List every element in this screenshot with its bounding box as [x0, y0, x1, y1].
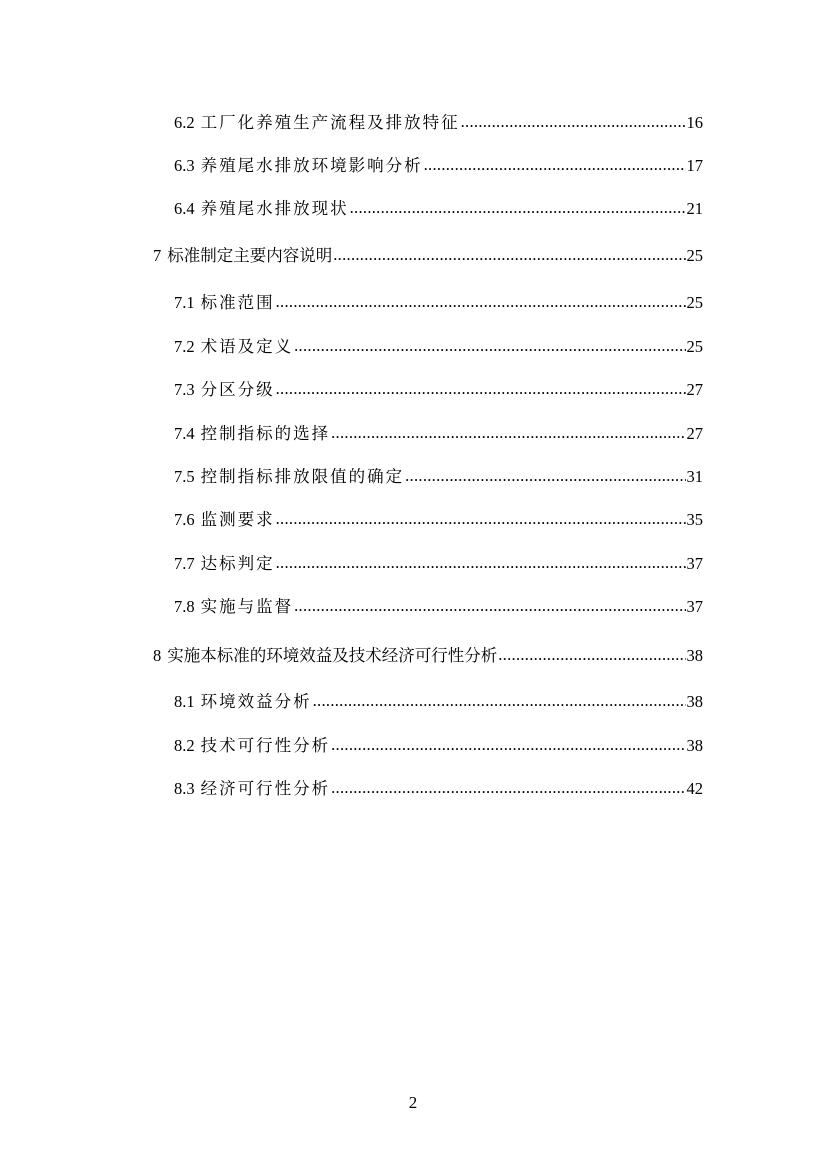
toc-entry-title: 技术可行性分析 [200, 736, 331, 755]
toc-entry-page: 17 [686, 156, 703, 175]
toc-entry-page: 37 [686, 554, 703, 573]
toc-entry-number: 7.7 [174, 554, 195, 573]
dot-leader [331, 422, 685, 444]
toc-entry-number: 7.5 [174, 467, 195, 486]
toc-entry-7-6[interactable] [174, 509, 703, 531]
toc-entry-8-3[interactable] [174, 778, 703, 800]
toc-entry-7-8[interactable] [174, 596, 703, 618]
toc-entry-page: 37 [686, 597, 703, 616]
toc-entry-page: 35 [686, 510, 703, 529]
toc-entry-page: 38 [686, 692, 703, 711]
toc-entry-number: 8.2 [174, 736, 195, 755]
dot-leader [294, 335, 685, 357]
dot-leader [294, 595, 685, 617]
toc-entry-7[interactable] [153, 245, 703, 267]
toc-entry-number: 7 [153, 246, 162, 265]
toc-entry-8-1[interactable] [174, 691, 703, 713]
toc-entry-page: 27 [686, 424, 703, 443]
toc-entry-8-2[interactable] [174, 735, 703, 757]
dot-leader [405, 465, 685, 487]
toc-entry-7-1[interactable] [174, 292, 703, 314]
toc-entry-number: 6.2 [174, 113, 195, 132]
toc-entry-number: 7.6 [174, 510, 195, 529]
toc-entry-number: 6.3 [174, 156, 195, 175]
toc-entry-title: 养殖尾水排放现状 [200, 199, 349, 218]
dot-leader [313, 690, 686, 712]
toc-entry-page: 16 [686, 113, 703, 132]
toc-entry-7-4[interactable] [174, 423, 703, 445]
toc-entry-title: 达标判定 [200, 554, 275, 573]
dot-leader [424, 154, 686, 176]
toc-entry-title: 实施与监督 [200, 597, 294, 616]
toc-entry-number: 7.4 [174, 424, 195, 443]
toc-entry-title: 环境效益分析 [200, 692, 312, 711]
toc-entry-7-2[interactable] [174, 336, 703, 358]
toc-entry-page: 21 [686, 199, 703, 218]
toc-entry-title: 养殖尾水排放环境影响分析 [200, 156, 423, 175]
toc-entry-7-5[interactable] [174, 466, 703, 488]
dot-leader [276, 508, 686, 530]
toc-entry-7-3[interactable] [174, 379, 703, 401]
toc-entry-page: 31 [686, 467, 703, 486]
dot-leader [276, 291, 686, 313]
toc-entry-number: 8.1 [174, 692, 195, 711]
toc-entry-title: 标准范围 [200, 293, 275, 312]
toc-entry-number: 8 [153, 646, 162, 665]
toc-entry-page: 25 [686, 337, 703, 356]
dot-leader [331, 777, 685, 799]
dot-leader [276, 378, 686, 400]
dot-leader [276, 552, 686, 574]
page-number: 2 [408, 1093, 418, 1112]
toc-entry-6-4[interactable] [174, 198, 703, 220]
toc-entry-title: 标准制定主要内容说明 [167, 246, 333, 265]
toc-entry-number: 6.4 [174, 199, 195, 218]
toc-entry-page: 27 [686, 380, 703, 399]
toc-entry-8[interactable] [153, 645, 703, 667]
toc-entry-title: 控制指标排放限值的确定 [200, 467, 405, 486]
toc-entry-number: 7.1 [174, 293, 195, 312]
toc-entry-title: 监测要求 [200, 510, 275, 529]
dot-leader [333, 244, 685, 266]
toc-entry-7-7[interactable] [174, 553, 703, 575]
toc-entry-number: 7.8 [174, 597, 195, 616]
dot-leader [331, 734, 685, 756]
toc-entry-title: 经济可行性分析 [200, 779, 331, 798]
toc-entry-page: 38 [686, 646, 703, 665]
toc-entry-6-2[interactable] [174, 112, 703, 134]
toc-entry-6-3[interactable] [174, 155, 703, 177]
toc-entry-title: 实施本标准的环境效益及技术经济可行性分析 [167, 646, 498, 665]
toc-entry-number: 7.3 [174, 380, 195, 399]
toc-entry-title: 控制指标的选择 [200, 424, 331, 443]
toc-entry-page: 38 [686, 736, 703, 755]
toc-entry-title: 术语及定义 [200, 337, 294, 356]
dot-leader [498, 644, 685, 666]
toc-entry-title: 工厂化养殖生产流程及排放特征 [200, 113, 460, 132]
toc-entry-number: 8.3 [174, 779, 195, 798]
toc-entry-number: 7.2 [174, 337, 195, 356]
toc-entry-page: 25 [686, 246, 703, 265]
toc-entry-title: 分区分级 [200, 380, 275, 399]
dot-leader [350, 197, 686, 219]
toc-entry-page: 42 [686, 779, 703, 798]
dot-leader [461, 111, 686, 133]
toc-entry-page: 25 [686, 293, 703, 312]
